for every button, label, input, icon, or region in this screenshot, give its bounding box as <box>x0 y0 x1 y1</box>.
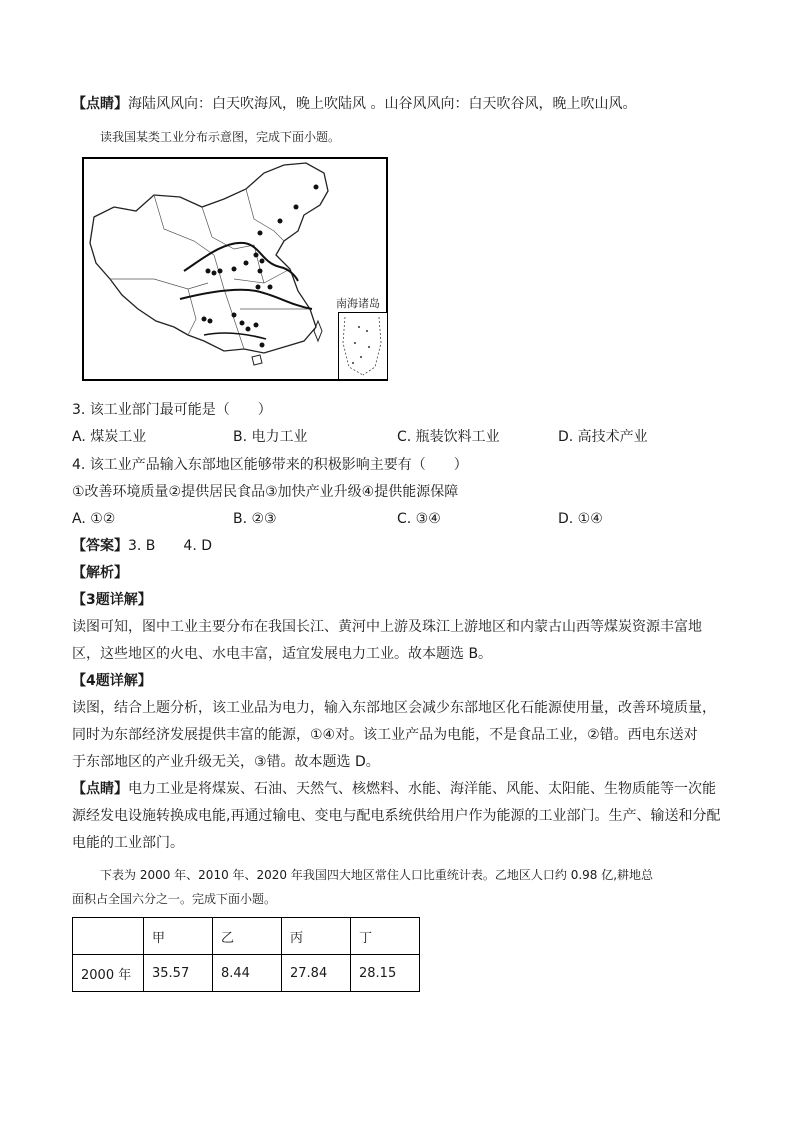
tip2-line: 源经发电设施转换成电能,再通过输电、变电与配电系统供给用户作为能源的工业部门。生产、输送和分配 <box>72 808 721 824</box>
tip2-line: 电能的工业部门。 <box>72 835 184 851</box>
analysis-tag: 【解析】 <box>72 565 128 581</box>
tip-text: 海陆风风向：白天吹海风，晚上吹陆风 。山谷风风向：白天吹谷风，晚上吹山风。 <box>128 96 637 112</box>
detail3-line: 读图可知，图中工业主要分布在我国长江、黄河中上游及珠江上游地区和内蒙古山西等煤炭资源丰富地 <box>72 619 702 635</box>
detail4-line: 读图，结合上题分析，该工业品为电力，输入东部地区会减少东部地区化石能源使用量，改善环境质量， <box>72 700 716 716</box>
map-intro: 读我国某类工业分布示意图，完成下面小题。 <box>100 130 341 144</box>
table-cell: 8.44 <box>213 955 282 992</box>
detail3-line: 区，这些地区的火电、水电丰富，适宜发展电力工业。故本题选 B。 <box>72 646 493 662</box>
q4-items: ①改善环境质量②提供居民食品③加快产业升级④提供能源保障 <box>72 484 459 500</box>
q3-option-a: A. 煤炭工业 <box>72 429 147 445</box>
tip-tag: 【点睛】 <box>72 96 128 112</box>
table-header-row <box>73 918 420 955</box>
inset-label: 南海诸岛 <box>336 297 380 310</box>
table-cell: 35.57 <box>144 955 213 992</box>
q3-stem: 3. 该工业部门最可能是（ ） <box>72 402 272 418</box>
table-cell: 28.15 <box>351 955 420 992</box>
tip2-tag: 【点睛】 <box>72 781 128 797</box>
header-cell: 乙 <box>213 918 282 955</box>
table-cell: 2000 年 <box>73 955 144 992</box>
header-cell: 丁 <box>351 918 420 955</box>
header-cell: 丙 <box>282 918 351 955</box>
table-cell: 27.84 <box>282 955 351 992</box>
header-cell <box>73 918 144 955</box>
q4-stem: 4. 该工业产品输入东部地区能够带来的积极影响主要有（ ） <box>72 457 468 473</box>
inset-outline <box>339 313 387 379</box>
header-cell: 甲 <box>144 918 213 955</box>
tip-line <box>72 94 636 114</box>
table-intro: 面积占全国六分之一。完成下面小题。 <box>72 892 277 906</box>
tip2-text: 电力工业是将煤炭、石油、天然气、核燃料、水能、海洋能、风能、太阳能、生物质能等一次能 <box>128 781 716 797</box>
answer-line <box>72 536 212 556</box>
q4-option-c: C. ③④ <box>397 511 441 527</box>
q3-option-b: B. 电力工业 <box>233 429 308 445</box>
q4-option-b: B. ②③ <box>233 511 277 527</box>
tip2-line <box>72 779 716 799</box>
south-sea-inset <box>338 312 388 380</box>
table-row <box>73 955 420 992</box>
q3-option-c: C. 瓶装饮料工业 <box>397 429 500 445</box>
q4-option-d: D. ①④ <box>558 511 603 527</box>
q3-option-d: D. 高技术产业 <box>558 429 648 445</box>
population-table <box>72 917 420 992</box>
answer-text: 3. B 4. D <box>128 538 212 554</box>
detail4-line: 于东部地区的产业升级无关，③错。故本题选 D。 <box>72 754 380 770</box>
detail3-tag: 【3题详解】 <box>72 592 152 608</box>
detail4-line: 同时为东部经济发展提供丰富的能源，①④对。该工业产品为电能，不是食品工业，②错。西电东送对 <box>72 727 698 743</box>
answer-tag: 【答案】 <box>72 538 128 554</box>
q4-option-a: A. ①② <box>72 511 116 527</box>
china-industry-map <box>82 157 388 381</box>
detail4-tag: 【4题详解】 <box>72 673 152 689</box>
table-intro: 下表为 2000 年、2010 年、2020 年我国四大地区常住人口比重统计表。乙地区人口约 0.98 亿,耕地总 <box>100 868 654 882</box>
